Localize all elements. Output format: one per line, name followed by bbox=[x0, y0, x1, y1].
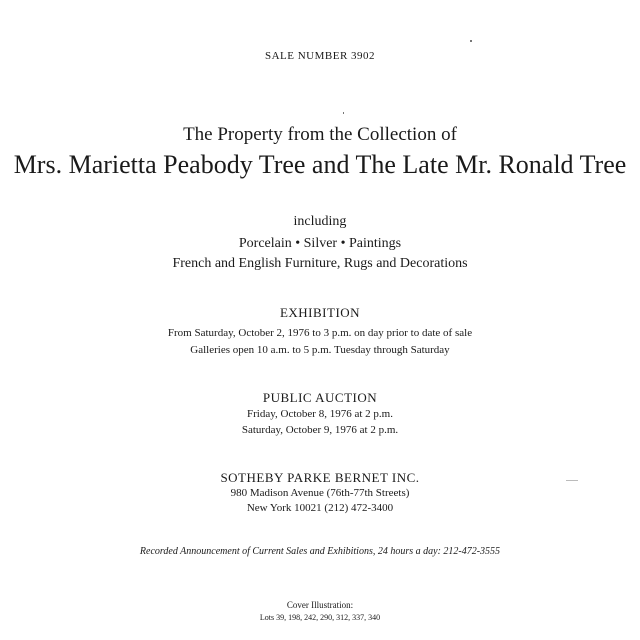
paper-speck bbox=[470, 40, 472, 42]
auctioneer-name: SOTHEBY PARKE BERNET INC. bbox=[220, 470, 420, 485]
exhibition-hours: Galleries open 10 a.m. to 5 p.m. Tuesday through Saturday bbox=[190, 344, 450, 356]
collection-title-line1: The Property from the Collection of bbox=[183, 124, 457, 145]
categories-line: Porcelain • Silver • Paintings bbox=[238, 236, 402, 251]
auction-session-2: Saturday, October 9, 1976 at 2 p.m. bbox=[241, 424, 399, 436]
cover-illustration-lots: Lots 39, 198, 242, 290, 312, 337, 340 bbox=[259, 613, 381, 622]
recorded-announcement: Recorded Announcement of Current Sales and Exhibitions, 24 hours a day: 212-472-3555 bbox=[139, 546, 501, 557]
including-label: including bbox=[293, 214, 347, 229]
paper-speck bbox=[566, 480, 578, 481]
sale-number: SALE NUMBER 3902 bbox=[264, 50, 376, 62]
cover-illustration-label: Cover Illustration: bbox=[286, 600, 354, 610]
exhibition-heading: EXHIBITION bbox=[279, 305, 361, 320]
furniture-line: French and English Furniture, Rugs and Decorations bbox=[172, 256, 468, 271]
auction-session-1: Friday, October 8, 1976 at 2 p.m. bbox=[247, 408, 393, 420]
collection-title-names: Mrs. Marietta Peabody Tree and The Late Mr. Ronald Tree bbox=[13, 150, 627, 179]
paper-speck bbox=[343, 112, 344, 114]
auctioneer-phone: New York 10021 (212) 472-3400 bbox=[246, 502, 394, 514]
exhibition-dates: From Saturday, October 2, 1976 to 3 p.m. on day prior to date of sale bbox=[167, 327, 473, 339]
auctioneer-address: 980 Madison Avenue (76th-77th Streets) bbox=[230, 487, 410, 499]
auction-heading: PUBLIC AUCTION bbox=[262, 390, 378, 405]
